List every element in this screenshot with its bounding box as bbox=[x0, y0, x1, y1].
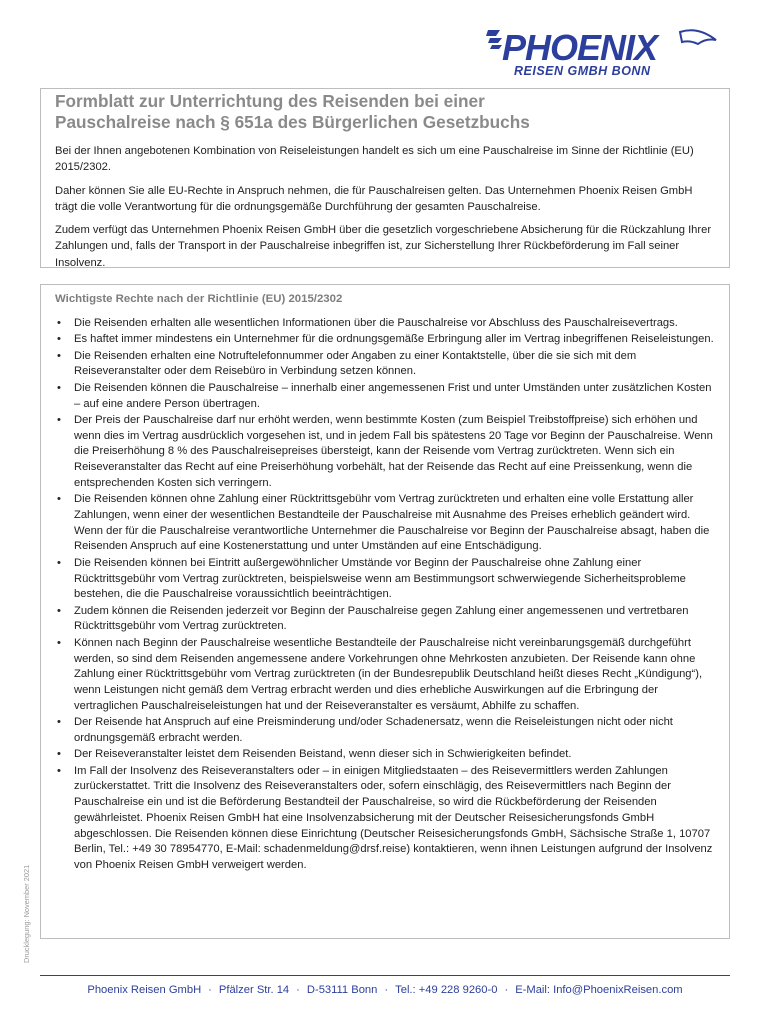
form-title bbox=[55, 91, 717, 133]
rights-list-item: • Die Reisenden erhalten eine Notruftelefonnummer oder Angaben zu einer Kontaktstelle, über die sie sich mit dem Reiseveranstalter oder dem Reisebüro in Verbindung setzen können. bbox=[55, 349, 717, 381]
footer-city: D-53111 Bonn bbox=[306, 984, 378, 996]
rights-list-item: • Die Reisenden können die Pauschalreise – innerhalb einer angemessenen Frist und unter Umständen unter zusätzlichen Kosten – auf eine andere Person übertragen. bbox=[55, 381, 717, 413]
rights-list bbox=[55, 316, 717, 874]
footer-separator: · bbox=[504, 984, 509, 996]
footer-email-link[interactable]: E-Mail: Info@PhoenixReisen.com bbox=[515, 984, 683, 996]
footer-company: Phoenix Reisen GmbH bbox=[87, 984, 202, 996]
footer-separator: · bbox=[208, 984, 212, 996]
rights-list-item: • Die Reisenden können ohne Zahlung einer Rücktrittsgebühr vom Vertrag zurücktreten und erhalten eine volle Erstattung aller Zahlungen, wenn einer der wesentlichen Bestandteile der Pauschalreise mit Ausnahme des Preises erheblich geändert wird. Wenn der für die Pauschalreise verantwortliche Unternehmer die Pauschalreise vor Beginn der Pauschalreise absagt, haben die Reisenden Anspruch auf eine Kostenerstattung und unter Umständen auf eine Entschädigung. bbox=[55, 492, 717, 555]
footer-phone: Tel.: +49 228 9260-0 bbox=[395, 984, 498, 996]
logo-tagline: REISEN GMBH BONN bbox=[514, 64, 651, 78]
rights-list-item: • Der Reisende hat Anspruch auf eine Preisminderung und/oder Schadenersatz, wenn die Reiseleistungen nicht oder nicht ordnungsgemäß erbracht werden. bbox=[55, 715, 717, 747]
rights-list-item: • Die Reisenden können bei Eintritt außergewöhnlicher Umstände vor Beginn der Pauschalreise ohne Zahlung einer Rücktrittsgebühr vom Vertrag zurücktreten, beispielsweise wenn am Bestimmungsort schwerwiegende Sicherheitsprobleme bestehen, die die Pauschalreise voraussichtlich beeinträchtigen. bbox=[55, 556, 717, 603]
print-date-note: Drucklegung: November 2021 bbox=[22, 864, 31, 963]
footer bbox=[40, 984, 730, 996]
form-title-line2: Pauschalreise nach § 651a des Bürgerlichen Gesetzbuchs bbox=[55, 112, 530, 132]
footer-street: Pfälzer Str. 14 bbox=[218, 984, 290, 996]
rights-box bbox=[40, 284, 730, 939]
intro-paragraph: Zudem verfügt das Unternehmen Phoenix Reisen GmbH über die gesetzlich vorgeschriebene Absicherung für die Rückzahlung Ihrer Zahlungen und, falls der Transport in der Pauschalreise inbegriffen ist, zur Sicherstellung Ihrer Rückbeförderung im Fall seiner Insolvenz. bbox=[55, 224, 712, 269]
rights-list-item: • Können nach Beginn der Pauschalreise wesentliche Bestandteile der Pauschalreise nicht vereinbarungsgemäß durchgeführt werden, so sind dem Reisenden angemessene andere Vorkehrungen ohne Mehrkosten anzubieten. Der Reisende kann ohne Zahlung einer Rücktrittsgebühr vom Vertrag zurücktreten (in der Bundesrepublik Deutschland heißt dieses Recht „Kündigung“), wenn Leistungen nicht gemäß dem Vertrag erbracht werden und dies erhebliche Auswirkungen auf die Erbringung der vertraglichen Pauschalreiseleistungen hat und der Reiseveranstalter es versäumt, Abhilfe zu schaffen. bbox=[55, 636, 717, 715]
rights-list-item: • Der Reiseveranstalter leistet dem Reisenden Beistand, wenn dieser sich in Schwierigkeiten befindet. bbox=[55, 747, 717, 763]
phoenix-bird-icon bbox=[484, 26, 720, 80]
rights-list-item: • Der Preis der Pauschalreise darf nur erhöht werden, wenn bestimmte Kosten (zum Beispiel Treibstoffpreise) sich erhöhen und wenn dies im Vertrag ausdrücklich vorgesehen ist, und in jedem Fall bis spätestens 20 Tage vor Beginn der Pauschalreise. Wenn die Preiserhöhung 8 % des Pauschalreisepreises übersteigt, kann der Reisende vom Vertrag zurücktreten. Wenn sich ein Reiseveranstalter das Recht auf eine Preiserhöhung vorbehält, hat der Reisende das Recht auf eine Preissenkung, wenn die entsprechenden Kosten sich verringern. bbox=[55, 413, 717, 492]
form-title-line1: Formblatt zur Unterrichtung des Reisenden bei einer bbox=[55, 91, 485, 111]
rights-list-item: • Zudem können die Reisenden jederzeit vor Beginn der Pauschalreise gegen Zahlung einer angemessenen und vertretbaren Rücktrittsgebühr vom Vertrag zurücktreten. bbox=[55, 604, 717, 636]
rights-list-item: • Es haftet immer mindestens ein Unternehmer für die ordnungsgemäße Erbringung aller im Vertrag inbegriffenen Reiseleistungen. bbox=[55, 332, 717, 348]
intro-paragraph: Bei der Ihnen angebotenen Kombination von Reiseleistungen handelt es sich um eine Pauschalreise im Sinne der Richtlinie (EU) 2015/2302. bbox=[55, 145, 694, 174]
footer-divider bbox=[40, 975, 730, 976]
intro-paragraph: Daher können Sie alle EU-Rechte in Anspruch nehmen, die für Pauschalreisen gelten. Das Unternehmen Phoenix Reisen GmbH trägt die volle Verantwortung für die ordnungsgemäße Durchführung der gesamten Pauschalreise. bbox=[55, 184, 693, 213]
rights-list-item: • Die Reisenden erhalten alle wesentlichen Informationen über die Pauschalreise vor Abschluss des Pauschalreisevertrags. bbox=[55, 316, 717, 332]
phoenix-logo bbox=[484, 26, 720, 80]
rights-list-item: • Im Fall der Insolvenz des Reiseveranstalters oder – in einigen Mitgliedstaaten – des Reisevermittlers werden Zahlungen zurückerstattet. Tritt die Insolvenz des Reiseveranstalters oder, sofern einschlägig, des Reisevermittlers nach Beginn der Pauschalreise ein und ist die Beförderung Bestandteil der Pauschalreise, so wird die Rückbeförderung der Reisenden gewährleistet. Phoenix Reisen GmbH hat eine Insolvenzabsicherung mit der Deutscher Reisesicherungsfonds GmbH abgeschlossen. Die Reisenden können diese Einrichtung (Deutscher Reisesicherungsfonds GmbH, Sächsische Straße 1, 10707 Berlin, Tel.: +49 30 78954770, E-Mail: schadenmeldung@drsf.reise) kontaktieren, wenn ihnen Leistungen aufgrund der Insolvenz von Phoenix Reisen GmbH verweigert werden. bbox=[55, 764, 717, 874]
form-intro-box bbox=[40, 88, 730, 268]
rights-heading: Wichtigste Rechte nach der Richtlinie (EU) 2015/2302 bbox=[55, 293, 343, 305]
logo-wordmark: PHOENIX bbox=[502, 27, 658, 68]
footer-separator: · bbox=[296, 984, 300, 996]
footer-separator: · bbox=[384, 984, 389, 996]
